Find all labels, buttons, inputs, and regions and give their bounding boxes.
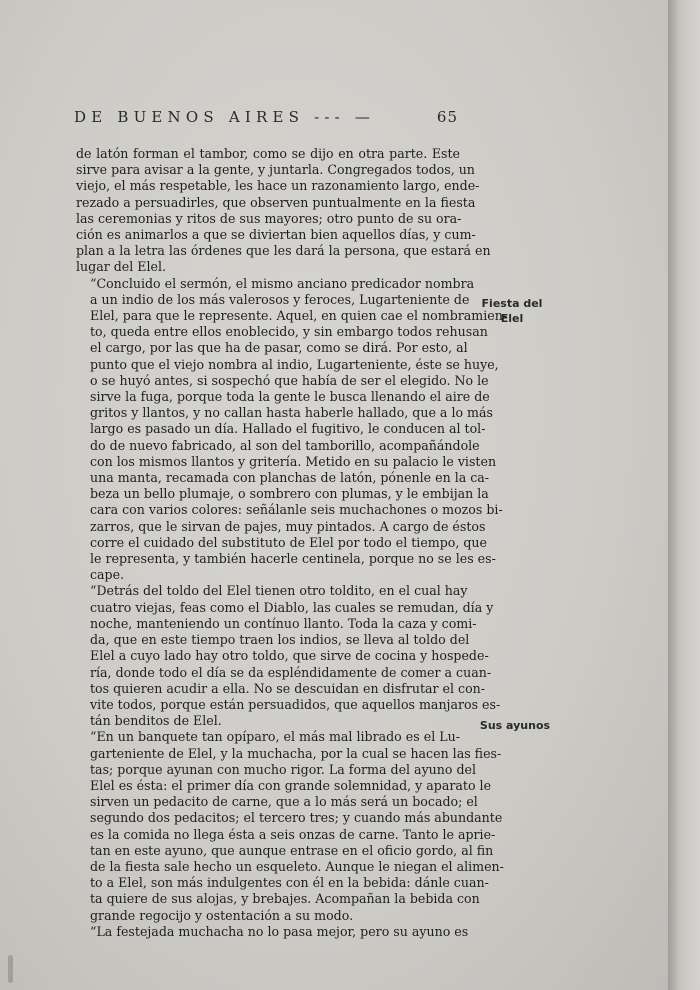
text-line: do de nuevo fabricado, al son del tamborillo, acompañándole — [90, 437, 480, 453]
page-edge — [668, 0, 700, 990]
paragraph — [76, 583, 501, 729]
text-line: tán benditos de Elel. — [90, 713, 222, 729]
text-line: plan a la letra las órdenes que les dará la persona, que estará en — [76, 243, 491, 259]
text-line: vite todos, porque están persuadidos, que aquellos manjaros es- — [90, 696, 501, 712]
text-line: lugar del Elel. — [76, 259, 166, 275]
paragraph — [76, 729, 504, 923]
text-line: sirven un pedacito de carne, que a lo más será un bocado; el — [90, 794, 478, 810]
running-title: DE BUENOS AIRES --- — — [74, 108, 376, 126]
text-line: o se huyó antes, si sospechó que había de ser el elegido. No le — [90, 372, 489, 388]
paragraph — [76, 146, 491, 276]
text-line: tan en este ayuno, que aunque entrase en el oficio gordo, al fin — [90, 842, 494, 858]
running-header — [74, 108, 458, 128]
text-line: corre el cuidado del substituto de Elel por todo el tiempo, que — [90, 534, 487, 550]
margin-note-fiesta-del-elel: Fiesta del Elel — [481, 297, 543, 325]
text-line: le representa, y también hacerle centinela, porque no se les es- — [90, 551, 496, 567]
text-line: una manta, recamada con planchas de latón, pónenle en la ca- — [90, 470, 490, 486]
text-line: “Concluido el sermón, el mismo anciano predicador nombra — [90, 275, 475, 291]
text-line: largo es pasado un día. Hallado el fugitivo, le conducen al tol- — [90, 421, 486, 437]
text-line: Elel, para que le represente. Aquel, en quien cae el nombramien- — [90, 308, 508, 324]
text-line: cape. — [90, 567, 125, 583]
text-line: segundo dos pedacitos; el tercero tres; y cuando más abundante — [90, 810, 503, 826]
text-line: de latón forman el tambor, como se dijo en otra parte. Este — [76, 146, 460, 161]
text-line: tos quieren acudir a ella. No se descuidan en disfrutar el con- — [90, 680, 486, 696]
text-line: sirve la fuga, porque toda la gente le busca llenando el aire de — [90, 389, 490, 405]
text-line: gritos y llantos, y no callan hasta haberle hallado, que a lo más — [90, 405, 493, 421]
text-line: tas; porque ayunan con mucho rigor. La forma del ayuno del — [90, 761, 477, 777]
text-line: con los mismos llantos y gritería. Metido en su palacio le visten — [90, 453, 497, 469]
text-line: las ceremonias y ritos de sus mayores; otro punto de su ora- — [76, 210, 462, 226]
text-line: a un indio de los más valerosos y feroces, Lugarteniente de — [90, 291, 470, 307]
text-line: zarros, que le sirvan de pajes, muy pintados. A cargo de éstos — [90, 518, 486, 534]
text-line: to, queda entre ellos enoblecido, y sin embargo todos rehusan — [90, 324, 488, 340]
text-line: ta quiere de sus alojas, y brebajes. Acompañan la bebida con — [90, 891, 480, 907]
text-line: ción es animarlos a que se diviertan bien aquellos días, y cum- — [76, 227, 476, 243]
text-line: punto que el viejo nombra al indio, Lugarteniente, éste se huye, — [90, 356, 499, 372]
text-line: noche, manteniendo un contínuo llanto. Toda la caza y comi- — [90, 615, 477, 631]
text-line: cuatro viejas, feas como el Diablo, las cuales se remudan, día y — [90, 599, 494, 615]
page-number: 65 — [436, 108, 458, 126]
text-line: “Detrás del toldo del Elel tienen otro toldito, en el cual hay — [90, 583, 468, 599]
paragraph — [76, 275, 508, 584]
body-text — [76, 146, 508, 940]
text-line: “La festejada muchacha no lo pasa mejor, pero su ayuno es — [90, 923, 469, 939]
text-line: garteniente de Elel, y la muchacha, por la cual se hacen las fies- — [90, 745, 502, 761]
text-line: Elel es ésta: el primer día con grande solemnidad, y aparato le — [90, 777, 492, 793]
paragraph — [76, 923, 469, 940]
text-line: da, que en este tiempo traen los indios, se lleva al toldo del — [90, 632, 470, 648]
text-line: rezado a persuadirles, que observen puntualmente en la fiesta — [76, 194, 476, 210]
text-line: beza un bello plumaje, o sombrero con plumas, y le embijan la — [90, 486, 489, 502]
text-line: to a Elel, son más indulgentes con él en la bebida: dánle cuan- — [90, 875, 489, 891]
text-line: viejo, el más respetable, les hace un razonamiento largo, ende- — [76, 178, 480, 194]
text-line: cara con varios colores: señálanle seis muchachones o mozos bi- — [90, 502, 503, 518]
margin-note-sus-ayunos: Sus ayunos — [479, 719, 551, 732]
text-line: el cargo, por las que ha de pasar, como se dirá. Por esto, al — [90, 340, 468, 356]
text-line: es la comida no llega ésta a seis onzas de carne. Tanto le aprie- — [90, 826, 496, 842]
text-line: ría, donde todo el día se da espléndidamente de comer a cuan- — [90, 664, 492, 680]
text-line: Elel a cuyo lado hay otro toldo, que sirve de cocina y hospede- — [90, 648, 489, 664]
text-line: “En un banquete tan opíparo, el más mal librado es el Lu- — [90, 729, 460, 745]
page-stain — [8, 955, 13, 983]
text-line: sirve para avisar a la gente, y juntarla. Congregados todos, un — [76, 162, 475, 178]
text-line: grande regocijo y ostentación a su modo. — [90, 907, 354, 923]
text-line: de la fiesta sale hecho un esqueleto. Aunque le niegan el alimen- — [90, 858, 504, 874]
